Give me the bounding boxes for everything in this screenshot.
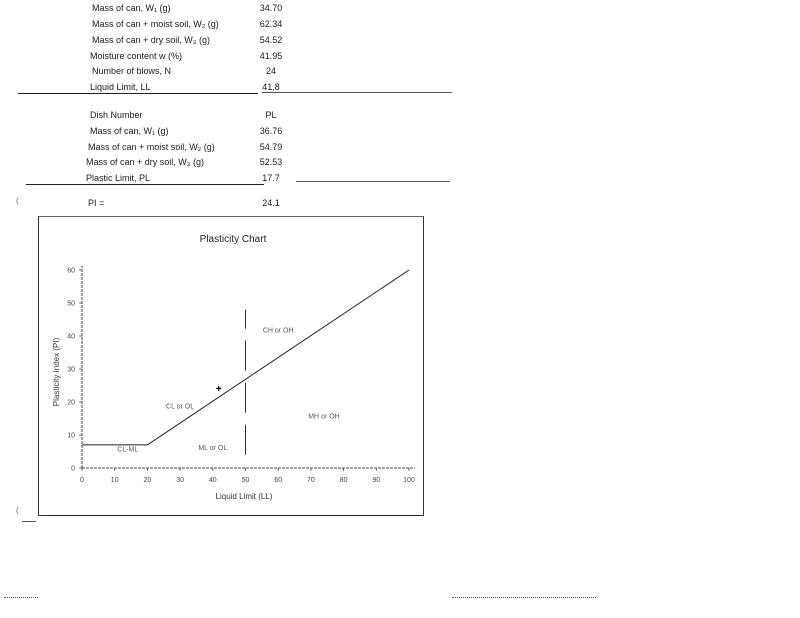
ll-row-value: 54.52 xyxy=(259,35,283,45)
pi-value: 24.1 xyxy=(262,198,280,208)
zone-label: CL-ML xyxy=(117,446,139,454)
ll-row-label: Mass of can + dry soil, W₃ (g) xyxy=(92,35,210,45)
chart-axes xyxy=(82,266,415,468)
data-point xyxy=(216,386,221,391)
divider-line xyxy=(48,515,420,516)
y-tick-label: 30 xyxy=(67,366,75,374)
pl-row-value: 52.53 xyxy=(259,157,283,167)
x-axis-label: Liquid Limit (LL) xyxy=(215,492,273,501)
pl-row-label: Mass of can, W₁ (g) xyxy=(90,126,169,136)
ll-row-label: Mass of can, W₁ (g) xyxy=(92,3,171,13)
y-tick-label: 40 xyxy=(67,333,75,341)
zone-label: MH or OH xyxy=(308,413,340,421)
y-axis-label: Plasticity Index (PI) xyxy=(52,337,61,407)
ll-row-label: Number of blows, N xyxy=(92,66,172,76)
pl-row-value: PL xyxy=(265,110,277,120)
x-tick-label: 20 xyxy=(143,477,152,484)
divider-line xyxy=(452,597,596,598)
pl-row-label: Mass of can + dry soil, W₃ (g) xyxy=(86,157,204,167)
ll-row-value: 34.70 xyxy=(259,3,283,13)
ll-row-value: 41.8 xyxy=(262,82,280,92)
x-tick-label: 10 xyxy=(110,477,119,484)
zone-label: CL or OL xyxy=(166,403,195,411)
chart-lines xyxy=(82,270,409,455)
y-tick-label: 20 xyxy=(67,399,75,407)
chart-title: Plasticity Chart xyxy=(199,234,267,245)
x-tick-label: 60 xyxy=(274,477,283,484)
scan-mark: ( xyxy=(16,506,19,515)
pl-row-label: Plastic Limit, PL xyxy=(86,173,151,183)
ll-row-label: Mass of can + moist soil, W₂ (g) xyxy=(92,19,219,29)
pl-row-value: 17.7 xyxy=(262,173,280,183)
x-tick-label: 100 xyxy=(403,477,415,484)
x-tick-label: 0 xyxy=(80,477,84,484)
ll-row-label: Liquid Limit, LL xyxy=(90,82,151,92)
zone-label: ML or OL xyxy=(198,444,228,452)
y-tick-label: 0 xyxy=(71,465,75,473)
x-tick-label: 70 xyxy=(307,477,315,484)
a-line xyxy=(147,270,409,445)
x-tick-label: 50 xyxy=(241,477,250,484)
divider-line xyxy=(22,521,36,522)
pl-row-value: 54.79 xyxy=(259,142,283,152)
scan-mark: ( xyxy=(16,196,19,205)
x-tick-label: 80 xyxy=(339,477,348,484)
x-tick-label: 90 xyxy=(372,477,381,484)
pl-row-label: Dish Number xyxy=(90,110,143,120)
chart-points xyxy=(216,386,221,391)
y-tick-label: 60 xyxy=(67,267,75,275)
y-tick-label: 50 xyxy=(67,300,75,308)
pl-row-value: 36.76 xyxy=(259,126,283,136)
ll-row-label: Moisture content w (%) xyxy=(90,51,183,61)
y-tick-label: 10 xyxy=(67,432,75,440)
divider-line xyxy=(4,597,38,598)
ll-row-value: 41.95 xyxy=(259,51,283,61)
x-tick-label: 40 xyxy=(208,477,217,484)
ll-row-value: 62.34 xyxy=(259,19,283,29)
pi-label: PI = xyxy=(88,198,105,208)
zone-label: CH or OH xyxy=(262,327,294,335)
pl-row-label: Mass of can + moist soil, W₂ (g) xyxy=(88,142,215,152)
ll-row-value: 24 xyxy=(265,66,276,76)
x-tick-label: 30 xyxy=(176,477,184,484)
